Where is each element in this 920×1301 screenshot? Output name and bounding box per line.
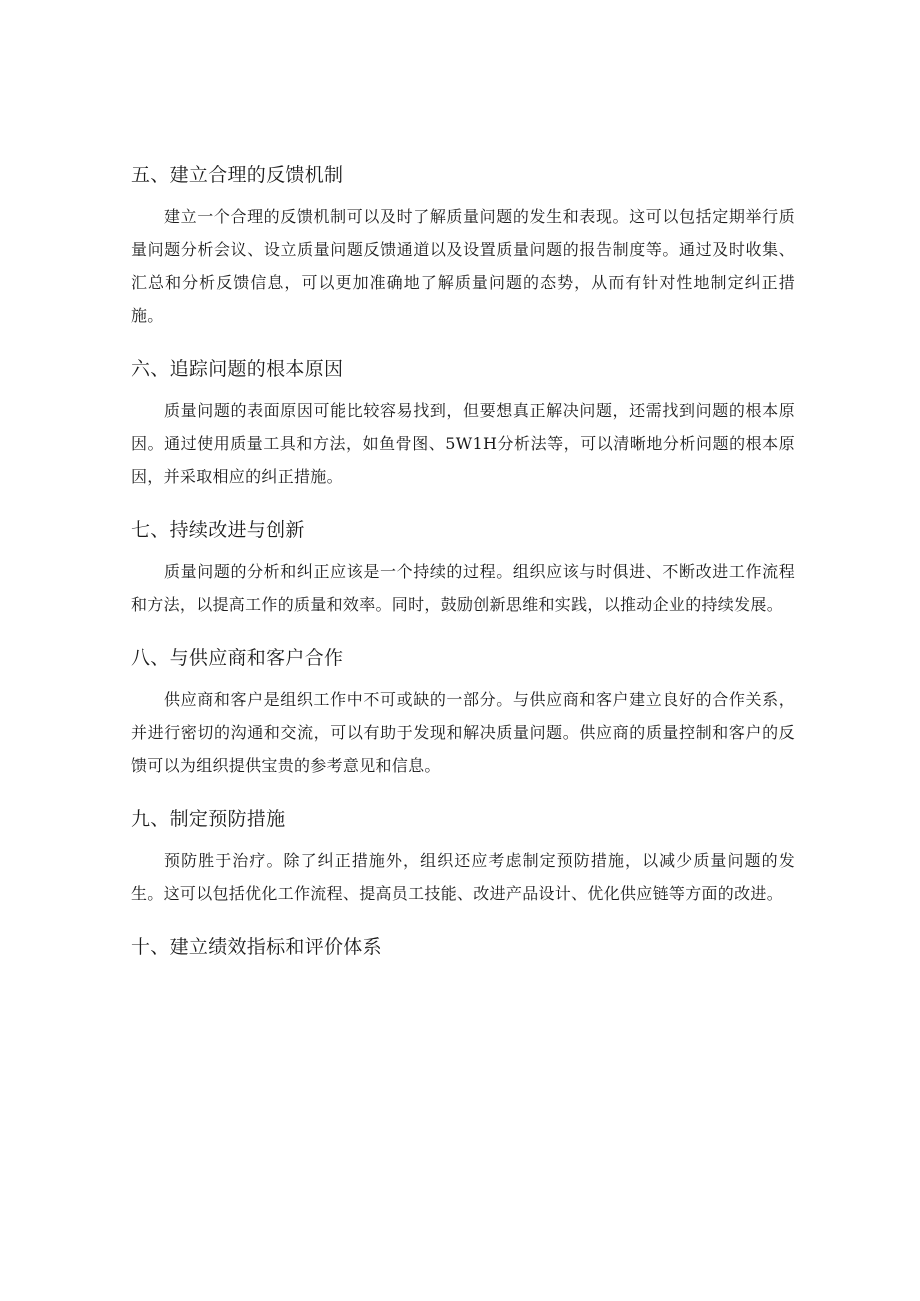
section-feedback-mechanism (131, 160, 795, 332)
section-heading: 七、持续改进与创新 (131, 519, 305, 541)
section-prevention (131, 804, 795, 910)
section-paragraph: 供应商和客户是组织工作中不可或缺的一部分。与供应商和客户建立良好的合作关系，并进行密切的沟通和交流，可以有助于发现和解决质量问题。供应商的质量控制和客户的反馈可以为组织提供宝贵的参考意见和信息。 (131, 690, 795, 775)
section-heading: 六、追踪问题的根本原因 (131, 358, 344, 380)
section-supplier-customer (131, 643, 795, 782)
section-root-cause (131, 354, 795, 493)
section-paragraph: 建立一个合理的反馈机制可以及时了解质量问题的发生和表现。这可以包括定期举行质量问题分析会议、设立质量问题反馈通道以及设置质量问题的报告制度等。通过及时收集、汇总和分析反馈信息，可以更加准确地了解质量问题的态势，从而有针对性地制定纠正措施。 (131, 207, 795, 325)
section-heading: 九、制定预防措施 (131, 808, 286, 830)
section-continuous-improvement (131, 515, 795, 621)
section-paragraph: 质量问题的分析和纠正应该是一个持续的过程。组织应该与时俱进、不断改进工作流程和方法，以提高工作的质量和效率。同时，鼓励创新思维和实践，以推动企业的持续发展。 (131, 562, 795, 614)
section-heading: 十、建立绩效指标和评价体系 (131, 936, 382, 958)
section-heading: 八、与供应商和客户合作 (131, 647, 344, 669)
section-performance-metrics (131, 932, 795, 962)
section-paragraph: 质量问题的表面原因可能比较容易找到，但要想真正解决问题，还需找到问题的根本原因。通过使用质量工具和方法，如鱼骨图、5W1H分析法等，可以清晰地分析问题的根本原因，并采取相应的纠正措施。 (131, 401, 795, 486)
section-heading: 五、建立合理的反馈机制 (131, 164, 344, 186)
section-paragraph: 预防胜于治疗。除了纠正措施外，组织还应考虑制定预防措施，以减少质量问题的发生。这可以包括优化工作流程、提高员工技能、改进产品设计、优化供应链等方面的改进。 (131, 851, 795, 903)
